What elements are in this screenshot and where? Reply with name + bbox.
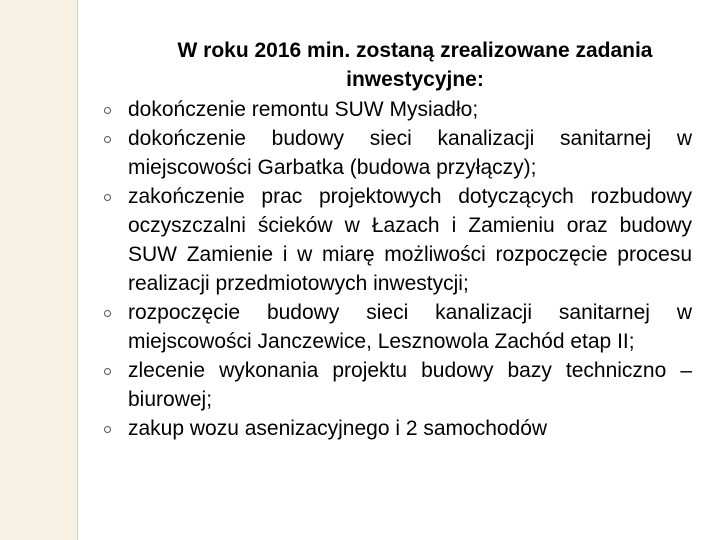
circle-bullet-icon xyxy=(104,194,111,201)
circle-bullet-icon xyxy=(104,368,111,375)
bullet-item xyxy=(104,182,692,298)
bullet-text: zakończenie prac projektowych dotyczących rozbudowy oczyszczalni ścieków w Łazach i Zamieniu oraz budowy SUW Zamienie i w miarę możliwości rozpoczęcie procesu realizacji przedmiotowych inwestycji; xyxy=(128,185,692,295)
circle-bullet-icon xyxy=(104,426,111,433)
bullet-text: dokończenie budowy sieci kanalizacji sanitarnej w miejscowości Garbatka (budowa przyłączy); xyxy=(128,127,692,179)
bullet-item xyxy=(104,124,692,182)
bullet-item xyxy=(104,95,692,124)
bullet-item xyxy=(104,414,692,443)
circle-bullet-icon xyxy=(104,136,111,143)
bullet-item xyxy=(104,298,692,356)
bullet-text: rozpoczęcie budowy sieci kanalizacji sanitarnej w miejscowości Janczewice, Lesznowola Zachód etap II; xyxy=(128,301,692,353)
bullet-text: zlecenie wykonania projektu budowy bazy techniczno – biurowej; xyxy=(128,359,692,411)
bullet-item xyxy=(104,356,692,414)
circle-bullet-icon xyxy=(104,107,111,114)
bullet-list xyxy=(104,95,692,443)
bullet-text: zakup wozu asenizacyjnego i 2 samochodów xyxy=(128,417,548,440)
bullet-text: dokończenie remontu SUW Mysiadło; xyxy=(128,98,479,121)
side-decoration-strip xyxy=(0,0,78,540)
slide-title: W roku 2016 min. zostaną zrealizowane zadania inwestycyjne: xyxy=(177,39,653,91)
circle-bullet-icon xyxy=(104,310,111,317)
